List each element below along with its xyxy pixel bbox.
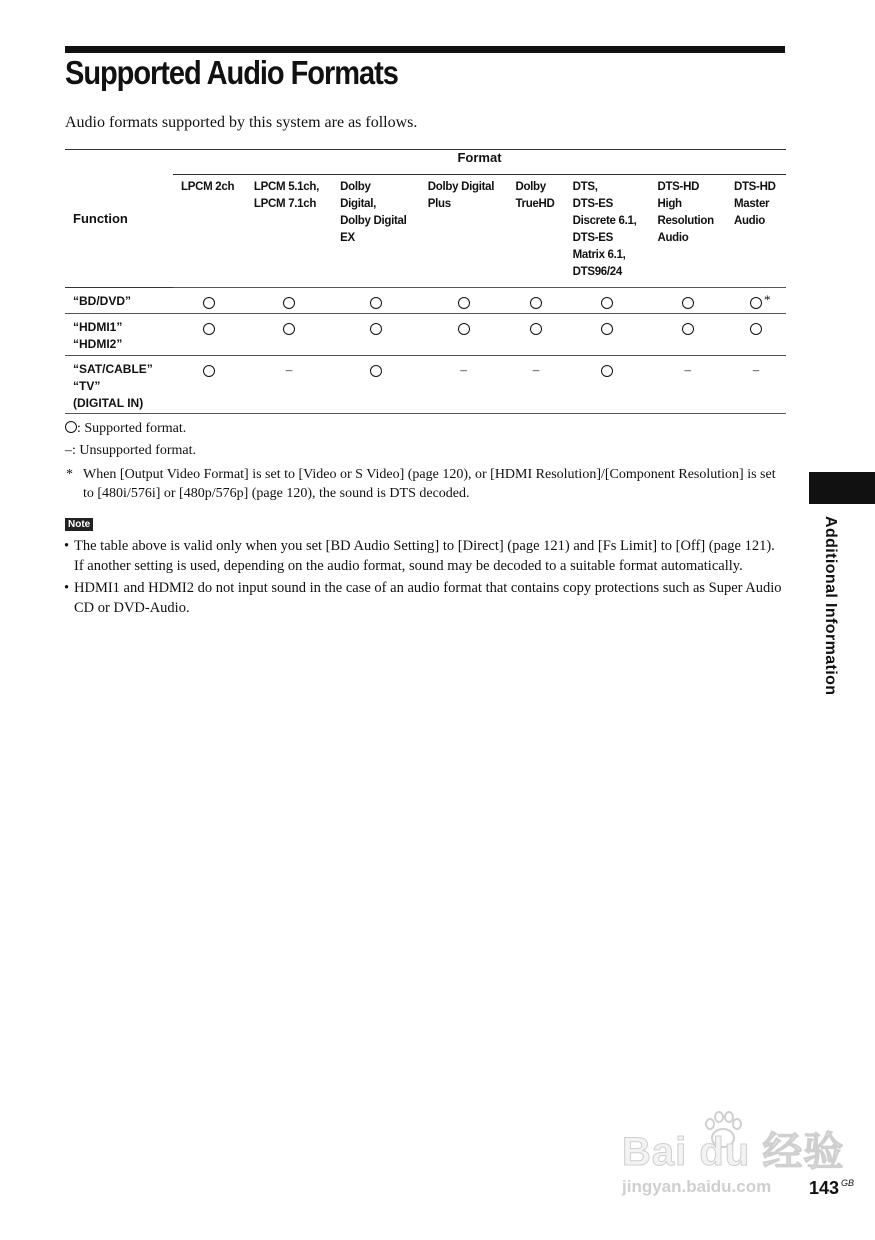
note-item: • The table above is valid only when you set [BD Audio Setting] to [Direct] (page 121) and [Fs Limit] to [Off] (page 121). If another setting is used, depending on the audio format, sound may be decoded to a suitable format automatically.	[64, 536, 786, 576]
page-number: 143 $^{GB}$	[809, 1178, 855, 1198]
column-headers	[65, 175, 786, 288]
table-cell	[649, 288, 726, 314]
col-header: DTS-HD High Resolution Audio	[649, 175, 726, 288]
note-badge: Note	[65, 518, 93, 531]
footnote-mark: *	[66, 467, 73, 482]
table-cell	[565, 356, 650, 414]
col-header: LPCM 2ch	[173, 175, 246, 288]
circle-icon	[283, 297, 295, 309]
side-tab-marker	[809, 472, 875, 504]
circle-icon	[530, 323, 542, 335]
col-header: DTS, DTS-ES Discrete 6.1, DTS-ES Matrix 6.1, DTS96/24	[565, 175, 650, 288]
legend-unsupported: –: Unsupported format.	[65, 443, 197, 458]
circle-icon	[601, 365, 613, 377]
circle-icon	[601, 323, 613, 335]
circle-icon	[750, 297, 762, 309]
table-cell	[507, 314, 564, 356]
table-cell	[246, 288, 332, 314]
dash-mark: –	[684, 362, 691, 377]
table-cell	[173, 288, 246, 314]
col-header: LPCM 5.1ch, LPCM 7.1ch	[246, 175, 332, 288]
table-row	[65, 314, 786, 356]
table-cell	[246, 314, 332, 356]
table-cell	[565, 314, 650, 356]
col-header: Dolby Digital Plus	[420, 175, 508, 288]
page-number-suffix: GB	[841, 1178, 855, 1188]
table-cell	[420, 356, 508, 414]
circle-icon	[530, 297, 542, 309]
table-cell	[507, 356, 564, 414]
circle-icon	[682, 323, 694, 335]
circle-icon	[682, 297, 694, 309]
row-label: “BD/DVD”	[65, 288, 173, 314]
circle-icon	[458, 297, 470, 309]
table-cell	[332, 288, 420, 314]
table-cell	[726, 314, 786, 356]
format-header: Format	[173, 150, 786, 175]
circle-icon	[283, 323, 295, 335]
table-row	[65, 356, 786, 414]
table-cell	[726, 288, 786, 314]
circle-icon	[370, 365, 382, 377]
circle-icon	[203, 297, 215, 309]
row-label: “HDMI1” “HDMI2”	[65, 314, 173, 356]
page-title: Supported Audio Formats	[65, 54, 398, 91]
table-cell	[173, 314, 246, 356]
circle-icon	[203, 365, 215, 377]
intro-text: Audio formats supported by this system are as follows.	[65, 114, 418, 131]
footnote-text: When [Output Video Format] is set to [Video or S Video] (page 120), or [HDMI Resolution]/[Component Resolution] is set to [480i/576i] or [480p/576p] (page 120), the sound is DTS decoded.	[83, 467, 776, 501]
table-cell	[332, 314, 420, 356]
circle-icon	[601, 297, 613, 309]
table-cell	[649, 356, 726, 414]
asterisk-mark: *	[763, 292, 771, 307]
circle-icon	[65, 421, 77, 433]
audio-format-table	[65, 149, 786, 414]
legend-supported: : Supported format.	[65, 421, 186, 437]
table-cell	[420, 288, 508, 314]
top-rule	[65, 46, 785, 53]
dash-mark: –	[285, 362, 293, 377]
section-tab-label: Additional Information	[822, 516, 839, 696]
row-label: “SAT/CABLE” “TV” (DIGITAL IN)	[65, 356, 173, 414]
col-header: Dolby TrueHD	[507, 175, 564, 288]
table-cell	[507, 288, 564, 314]
function-header: Function	[65, 150, 173, 288]
table-cell	[173, 356, 246, 414]
circle-icon	[203, 323, 215, 335]
dash-mark: –	[532, 362, 540, 377]
table-cell	[332, 356, 420, 414]
table-cell	[246, 356, 332, 414]
circle-icon	[370, 323, 382, 335]
col-header: Dolby Digital, Dolby Digital EX	[332, 175, 420, 288]
circle-icon	[750, 323, 762, 335]
dash-mark: –	[460, 362, 467, 377]
note-list	[64, 536, 786, 620]
footnote	[65, 465, 785, 503]
watermark-logo: Bai du 经验	[622, 1130, 845, 1174]
watermark-url: jingyan.baidu.com	[622, 1177, 772, 1196]
table-cell	[420, 314, 508, 356]
col-header: DTS-HD Master Audio	[726, 175, 786, 288]
table-cell	[565, 288, 650, 314]
circle-icon	[370, 297, 382, 309]
dash-mark: –	[752, 362, 760, 377]
table-cell	[649, 314, 726, 356]
circle-icon	[458, 323, 470, 335]
table-row	[65, 288, 786, 314]
note-item: • HDMI1 and HDMI2 do not input sound in the case of an audio format that contains copy protections such as Super Audio CD or DVD-Audio.	[64, 578, 786, 618]
table-cell	[726, 356, 786, 414]
